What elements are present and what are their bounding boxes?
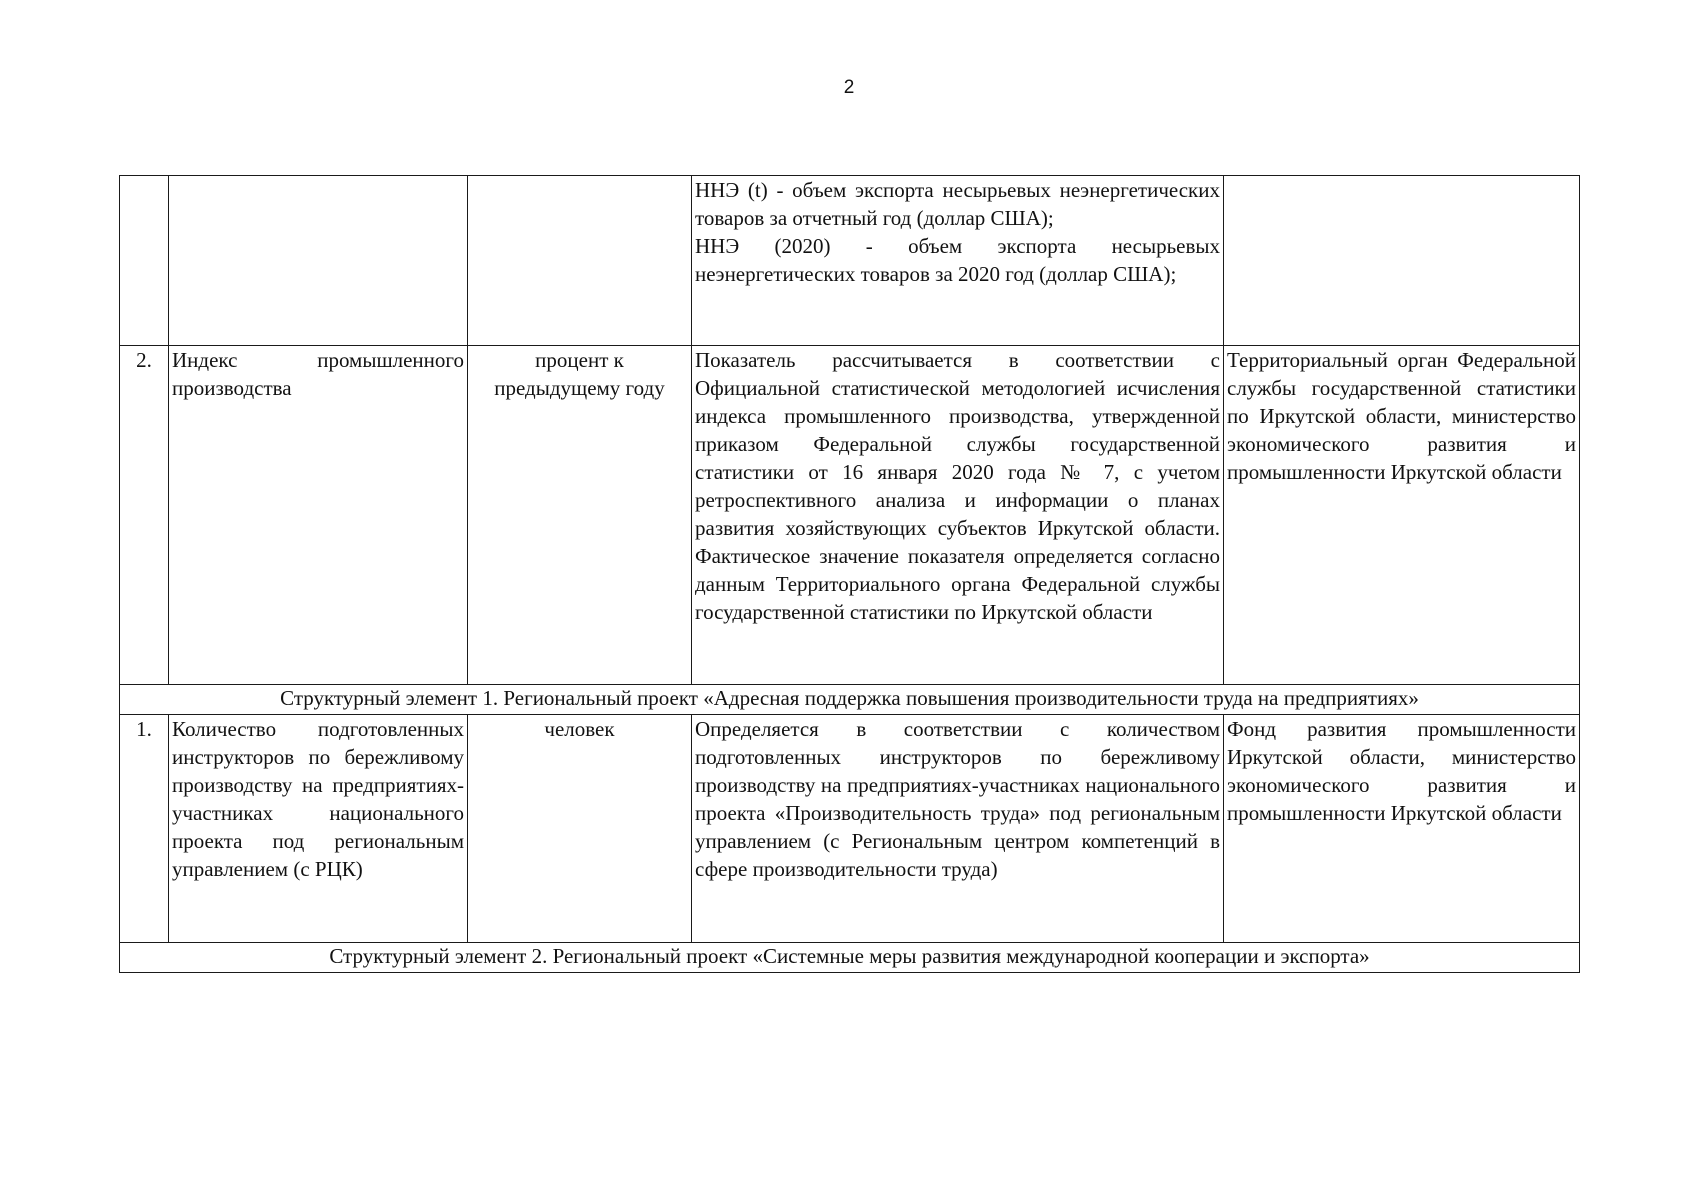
method-cell [692, 176, 1224, 346]
row-number-cell: 1. [120, 715, 169, 943]
indicator-name-cell: Индекс промышленного производства [169, 346, 468, 685]
row-number-cell [120, 176, 169, 346]
indicator-name-cell [169, 176, 468, 346]
responsible-cell: Фонд развития промышленности Иркутской области, министерство экономического развития и промышленности Иркутской области [1224, 715, 1580, 943]
method-cell: Определяется в соответствии с количеством подготовленных инструкторов по бережливому производству на предприятиях-участниках национального проекта «Производительность труда» под региональным управлением (с Региональным центром компетенций в сфере производительности труда) [692, 715, 1224, 943]
unit-cell: процент к предыдущему году [468, 346, 692, 685]
indicators-table [119, 175, 1580, 973]
indicator-name-cell: Количество подготовленных инструкторов по бережливому производству на предприятиях-участниках национального проекта под региональным управлением (с РЦК) [169, 715, 468, 943]
method-paragraph: ННЭ (2020) - объем экспорта несырьевых неэнергетических товаров за 2020 год (доллар США); [695, 234, 1220, 286]
responsible-cell: Территориальный орган Федеральной службы государственной статистики по Иркутской области, министерство экономического развития и промышленности Иркутской области [1224, 346, 1580, 685]
section-row [120, 943, 1580, 973]
table-row [120, 346, 1580, 685]
method-cell: Показатель рассчитывается в соответствии с Официальной статистической методологией исчисления индекса промышленного производства, утвержденной приказом Федеральной службы государственной статистики от 16 января 2020 года № 7, с учетом ретроспективного анализа и информации о планах развития хозяйствующих субъектов Иркутской области. Фактическое значение показателя определяется согласно данным Территориального органа Федеральной службы государственной статистики по Иркутской области [692, 346, 1224, 685]
row-number-cell: 2. [120, 346, 169, 685]
responsible-cell [1224, 176, 1580, 346]
unit-cell: человек [468, 715, 692, 943]
section-row [120, 685, 1580, 715]
section-title: Структурный элемент 2. Региональный проект «Системные меры развития международной кооперации и экспорта» [120, 943, 1580, 973]
table-row [120, 715, 1580, 943]
section-title: Структурный элемент 1. Региональный проект «Адресная поддержка повышения производительности труда на предприятиях» [120, 685, 1580, 715]
table-row [120, 176, 1580, 346]
page-number: 2 [843, 77, 855, 98]
method-paragraph: ННЭ (t) - объем экспорта несырьевых неэнергетических товаров за отчетный год (доллар США); [695, 178, 1220, 230]
unit-cell [468, 176, 692, 346]
